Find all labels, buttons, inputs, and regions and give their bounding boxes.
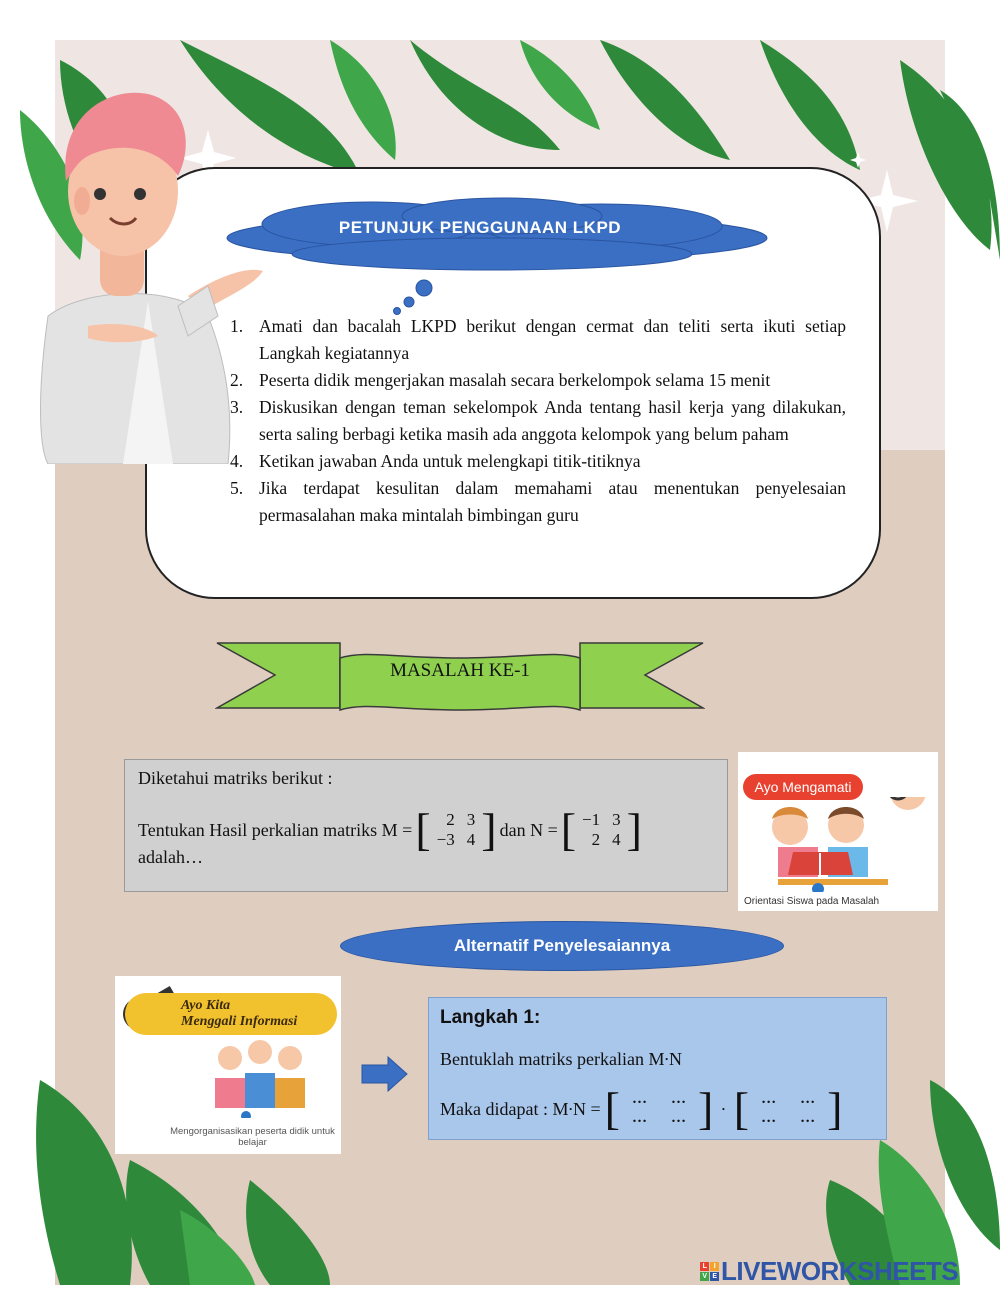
step-title: Langkah 1: bbox=[440, 1007, 541, 1028]
answer-matrix-right[interactable]: [ … … … … ] bbox=[733, 1083, 843, 1134]
menggali-informasi-card bbox=[115, 976, 341, 1154]
answer-blank[interactable]: … bbox=[670, 1091, 686, 1107]
info-caption: Mengorganisasikan peserta didik untuk belajar bbox=[170, 1126, 335, 1148]
leaf-icon bbox=[180, 1210, 255, 1285]
ayo-mengamati-card bbox=[738, 752, 938, 911]
alternative-solution-banner: Alternatif Penyelesaiannya bbox=[340, 921, 784, 971]
matrix-n: [ −1 3 2 4 ] bbox=[560, 804, 642, 855]
list-item bbox=[230, 448, 846, 475]
answer-blank[interactable]: … bbox=[631, 1091, 647, 1107]
list-item-text: Ketikan jawaban Anda untuk melengkapi titik-titiknya bbox=[259, 451, 641, 471]
matrix-cell: 2 bbox=[591, 830, 601, 849]
problem-intro: Diketahui matriks berikut : bbox=[138, 768, 333, 788]
list-item-number: 5. bbox=[230, 478, 244, 498]
step-answer-row bbox=[440, 1083, 843, 1134]
ayo-mengamati-caption: Orientasi Siswa pada Masalah bbox=[744, 896, 880, 907]
list-item-number: 4. bbox=[230, 451, 244, 471]
multiply-operator: ∙ bbox=[721, 1098, 726, 1119]
step-1-panel bbox=[428, 997, 887, 1140]
ribbon-banner bbox=[215, 640, 705, 725]
list-item-text: Jika terdapat kesulitan dalam memahami atau menentukan penyelesaian permasalahan maka mintalah bimbingan guru bbox=[259, 478, 846, 525]
list-item-text: Peserta didik mengerjakan masalah secara berkelompok selama 15 menit bbox=[259, 370, 771, 390]
list-item-number: 1. bbox=[230, 316, 244, 336]
leaf-icon bbox=[520, 40, 600, 130]
title-cloud bbox=[222, 196, 772, 316]
ayo-mengamati-title: Ayo Mengamati bbox=[743, 774, 863, 800]
leaf-icon bbox=[600, 40, 730, 160]
problem-prompt: Tentukan Hasil perkalian matriks M = bbox=[138, 819, 413, 840]
answer-blank[interactable]: … bbox=[761, 1110, 777, 1126]
list-item bbox=[230, 367, 846, 394]
group-study-illustration bbox=[200, 1038, 320, 1118]
liveworksheets-text: LIVEWORKSHEETS bbox=[721, 1256, 959, 1286]
step-answer-prefix: Maka didapat : M∙N = bbox=[440, 1098, 601, 1119]
problem-statement bbox=[138, 804, 645, 855]
info-banner bbox=[125, 993, 337, 1035]
info-banner-line1: Ayo Kita bbox=[181, 998, 231, 1013]
problem-suffix: adalah… bbox=[138, 847, 203, 867]
answer-blank[interactable]: … bbox=[631, 1110, 647, 1126]
liveworksheets-badge-icon: L I V E bbox=[700, 1262, 719, 1281]
answer-blank[interactable]: … bbox=[670, 1110, 686, 1126]
problem-connector: dan N = bbox=[499, 819, 558, 840]
matrix-cell: 3 bbox=[466, 810, 476, 829]
matrix-cell: −3 bbox=[436, 830, 455, 849]
matrix-cell: 3 bbox=[612, 810, 621, 829]
matrix-cell: 2 bbox=[446, 810, 455, 829]
answer-blank[interactable]: … bbox=[761, 1091, 777, 1107]
instructions-title: PETUNJUK PENGGUNAAN LKPD bbox=[338, 218, 622, 237]
list-item-number: 3. bbox=[230, 397, 244, 417]
list-item-text: Diskusikan dengan teman sekelompok Anda tentang hasil kerja yang dilakukan, serta saling berbagi ketika masih ada anggota kelompok yang belum paham bbox=[259, 397, 846, 444]
list-item-text: Amati dan bacalah LKPD berikut dengan cermat dan teliti serta ikuti setiap Langkah kegiatannya bbox=[259, 316, 846, 363]
answer-blank[interactable]: … bbox=[800, 1110, 816, 1126]
matrix-cell: −1 bbox=[582, 810, 601, 829]
matrix-m: [ 2 3 −3 4 ] bbox=[415, 804, 497, 855]
matrix-cell: 4 bbox=[612, 830, 621, 849]
answer-matrix-left[interactable]: [ … … … … ] bbox=[604, 1083, 714, 1134]
leaf-icon bbox=[246, 1180, 330, 1285]
leaf-icon bbox=[330, 40, 396, 160]
right-arrow-icon bbox=[360, 1055, 410, 1093]
matrix-cell: 4 bbox=[466, 830, 476, 849]
list-item-number: 2. bbox=[230, 370, 244, 390]
problem-panel bbox=[124, 759, 728, 892]
info-banner-line2: Menggali Informasi bbox=[181, 1014, 298, 1029]
answer-blank[interactable]: … bbox=[800, 1091, 816, 1107]
leaf-icon bbox=[760, 40, 860, 170]
ribbon-label: MASALAH KE-1 bbox=[390, 660, 530, 681]
kids-reading-illustration bbox=[758, 797, 928, 892]
instructions-list bbox=[230, 313, 846, 529]
step-instruction: Bentuklah matriks perkalian M∙N bbox=[440, 1049, 682, 1069]
list-item bbox=[230, 313, 846, 367]
liveworksheets-logo bbox=[700, 1256, 958, 1287]
list-item bbox=[230, 475, 846, 529]
list-item bbox=[230, 394, 846, 448]
